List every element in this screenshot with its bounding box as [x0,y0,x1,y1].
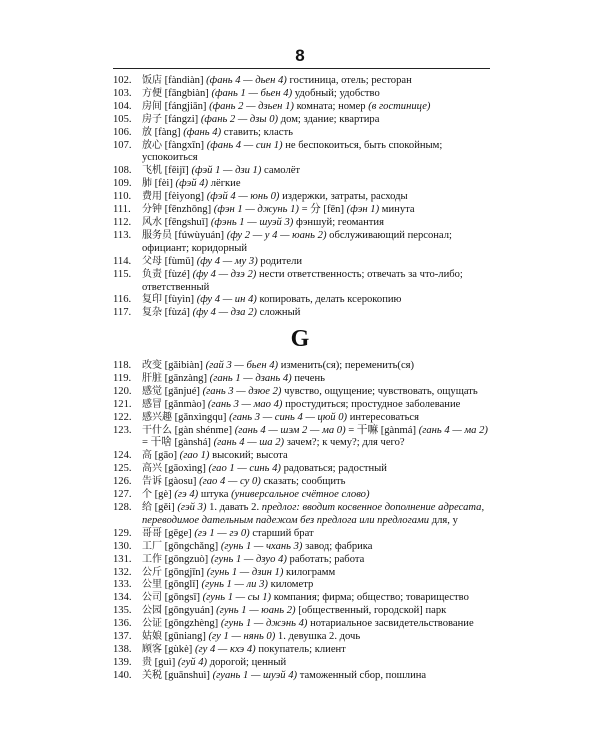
entry-number: 107. [113,139,132,151]
dictionary-entry [113,425,490,451]
entry-translation: компания; фирма; общество; товарищество [273,592,469,604]
dictionary-entry [113,140,490,166]
entry-pinyin: [gōngchǎng] [164,540,219,552]
entry-hanzi: 公园 [142,605,162,617]
entry-translation-2: для, у [431,514,458,526]
entry-translation: копировать, делать ксерокопию [259,294,402,306]
entry-pinyin: [gōngzhèng] [164,618,219,630]
entry-translation: радоваться; радостный [283,463,387,475]
entry-hanzi: 改变 [142,360,162,371]
entry-pinyin: [gè] [154,489,172,501]
entry-number: 105. [113,113,132,125]
entry-translation: лёгкие [210,178,241,190]
entry-number: 121. [113,398,132,410]
entry-translation: = 干嘛 [gànmá] [348,424,417,436]
entry-pronunciation: (гунь 1 — дзуо 4) [210,553,287,565]
entry-number: 106. [113,126,132,138]
entry-translation: дорогой; ценный [209,656,287,668]
entry-translation: [общественный, городской] парк [298,605,447,617]
entry-translation: = 分 [fēn] [301,204,345,216]
entry-pinyin: [gāo] [154,450,178,462]
dictionary-entry [113,502,490,528]
entry-number: 120. [113,385,132,397]
entry-pinyin: [gōngjīn] [164,566,205,578]
entry-pronunciation: (гунь 1 — чхань 3) [220,540,303,552]
entry-hanzi: 高兴 [142,463,162,475]
entry-pronunciation: (фу 4 — ин 4) [196,294,257,306]
entry-translation: интересоваться [349,411,419,423]
entry-hanzi: 高 [142,450,152,462]
entry-hanzi: 公里 [142,579,162,591]
dictionary-entry [113,567,490,580]
entry-pinyin: [gàosu] [164,476,197,488]
entry-hanzi: 分钟 [142,204,162,216]
entry-hanzi: 肝脏 [142,372,162,384]
entry-pronunciation: (фэнь 1 — шуэй 3) [210,216,294,228]
entry-translation: покупатель; клиент [258,643,346,655]
entry-pinyin: [fùyìn] [164,294,195,306]
entry-hanzi: 负责 [142,268,162,280]
entry-pinyin: [fàndiàn] [164,75,204,86]
entry-pronunciation: (фань 2 — дзьен 1) [209,100,294,112]
entry-pinyin: [gōnglǐ] [164,579,199,591]
entry-pronunciation: (гунь 1 — дзин 1) [206,566,284,578]
entry-number: 128. [113,501,132,513]
dictionary-entry [113,476,490,489]
entry-translation: сказать; сообщить [263,476,346,488]
entry-number: 111. [113,204,131,216]
entry-hanzi: 公证 [142,618,162,630]
entry-pronunciation: (фу 4 — му 3) [196,255,258,267]
dictionary-entry [113,269,490,295]
dictionary-entry [113,399,490,412]
entry-translation: ставить; класть [223,126,293,138]
entry-pronunciation: (гао 1 — синь 4) [208,463,281,475]
entry-pronunciation: (фэй 1 — дзи 1) [191,165,262,177]
entry-number: 123. [113,424,132,436]
entry-number: 114. [113,255,132,267]
dictionary-entry [113,178,490,191]
entry-pronunciation: (гэ 1 — гэ 0) [194,527,250,539]
entry-number: 134. [113,592,132,604]
dictionary-entry [113,631,490,644]
entry-pronunciation: (гао 1) [179,450,210,462]
entry-pronunciation-2: (фэн 1) [346,204,380,216]
entry-translation-2: = 干啥 [gànshá] [142,437,211,449]
entry-translation: высокий; высота [212,450,288,462]
entry-hanzi: 复印 [142,294,162,306]
entry-pinyin: [guānshuì] [164,669,210,681]
entry-pinyin: [fāngbiàn] [164,87,209,99]
entry-pinyin: [fēngshuǐ] [164,216,209,228]
dictionary-entry [113,75,490,88]
dictionary-entry [113,256,490,269]
entry-pronunciation: (фань 2 — дзы 0) [200,113,279,125]
dictionary-entry [113,618,490,631]
dictionary-entry [113,373,490,386]
entry-pinyin: [fèiyong] [164,191,205,203]
entry-translation: 1. давать 2. [209,501,260,513]
entry-pinyin: [gānzàng] [164,372,208,384]
entry-pronunciation: (гэй 3) [177,501,207,513]
entry-number: 124. [113,450,132,462]
entry-pronunciation: (гу 1 — нянь 0) [208,631,276,643]
entry-pronunciation: (гунь 1 — ли 3) [201,579,268,591]
header-rule [113,68,490,69]
entry-number: 116. [113,294,132,306]
entry-number: 136. [113,618,132,630]
entry-pronunciation: (фань 4 — син 1) [206,139,283,151]
entry-pinyin: [fàngxīn] [164,139,205,151]
entry-pronunciation: (гань 3 — дзюе 2) [202,385,282,397]
entry-number: 110. [113,191,132,203]
entry-translation: удобный; удобство [294,87,380,99]
entry-hanzi: 复杂 [142,307,162,319]
dictionary-entry [113,114,490,127]
entry-hanzi: 顾客 [142,643,162,655]
dictionary-entry [113,217,490,230]
dictionary-entry [113,463,490,476]
entry-number: 129. [113,527,132,539]
entry-pinyin: [gǎnxìngqu] [174,411,227,423]
entry-pronunciation: (гунь 1 — юань 2) [216,605,296,617]
entry-translation: километр [270,579,314,591]
entries-list-f [113,75,490,320]
dictionary-entry [113,528,490,541]
entry-pronunciation: (фань 4) [183,126,222,138]
entry-hanzi: 公斤 [142,566,162,578]
entry-pronunciation: (гао 4 — су 0) [199,476,261,488]
dictionary-entry [113,670,490,683]
entry-hanzi: 个 [142,489,152,501]
entry-number: 126. [113,476,132,488]
entry-pinyin: [gōngyuán] [164,605,214,617]
entry-pronunciation: (гунь 1 — джэнь 4) [220,618,308,630]
dictionary-entry [113,541,490,554]
entry-pronunciation: (гань 1 — дзань 4) [209,372,292,384]
entry-translation: простудиться; простудное заболевание [285,398,461,410]
entry-note: (в гостинице) [368,100,431,112]
section-letter: G [290,326,310,352]
entry-pinyin: [fàng] [154,126,181,138]
entry-pinyin: [fēijī] [164,165,189,177]
entry-translation: не беспокоиться, быть спокойным; успокоиться [142,139,443,164]
entry-pinyin: [gēge] [164,527,192,539]
entry-hanzi: 房间 [142,100,162,112]
entry-hanzi: 姑娘 [142,631,162,643]
entry-pinyin: [gěi] [154,501,175,513]
entry-translation-3: зачем?; к чему?; для чего? [286,437,405,449]
entry-hanzi: 飞机 [142,165,162,177]
dictionary-entry [113,644,490,657]
entry-number: 104. [113,100,132,112]
dictionary-entry [113,489,490,502]
entry-hanzi: 感觉 [142,385,162,397]
entry-pinyin: [gāoxìng] [164,463,206,475]
entry-pronunciation: (гэ 4) [174,489,199,501]
entry-pronunciation: (фань 1 — бьен 4) [211,87,293,99]
entry-hanzi: 方便 [142,87,162,99]
dictionary-entry [113,657,490,670]
entry-number: 139. [113,656,132,668]
entry-hanzi: 放心 [142,139,162,151]
entry-hanzi: 服务员 [142,229,172,241]
entry-number: 113. [113,229,132,241]
entry-pinyin: [fángjiān] [164,100,207,112]
dictionary-entry [113,204,490,217]
dictionary-entry [113,386,490,399]
entry-pronunciation-2: (гань 4 — ма 2) [418,424,488,436]
entry-translation: печень [294,372,326,384]
entry-translation: издержки, затраты, расходы [282,191,408,203]
entry-pronunciation: (фу 4 — дза 2) [192,307,257,319]
entry-number: 131. [113,553,132,565]
dictionary-entry [113,127,490,140]
entry-pinyin: [guì] [154,656,176,668]
dictionary-entry [113,101,490,114]
entry-pronunciation: (гань 3 — синь 4 — цюй 0) [229,411,348,423]
dictionary-entry [113,165,490,178]
entry-translation: фэншуй; геомантия [295,216,384,228]
entry-translation-2: минута [381,204,415,216]
entry-translation: сложный [259,307,301,319]
entry-hanzi: 放 [142,126,152,138]
entry-hanzi: 干什么 [142,424,172,436]
entry-translation: дом; здание; квартира [280,113,380,125]
entry-pronunciation: (фу 4 — дзэ 2) [192,268,257,280]
entry-translation: родители [260,255,303,267]
entry-translation: завод; фабрика [305,540,373,552]
dictionary-entry [113,579,490,592]
entry-hanzi: 工厂 [142,540,162,552]
entry-translation: самолёт [264,165,301,177]
entry-pronunciation: (фэй 4 — юнь 0) [206,191,280,203]
entry-number: 119. [113,372,132,384]
entry-pinyin: [gǎnmào] [164,398,206,410]
entry-pinyin: [gǎibiàn] [164,360,203,371]
entry-pronunciation: (фу 2 — у 4 — юань 2) [226,229,327,241]
entry-pinyin: [gōngzuò] [164,553,209,565]
entry-translation: нести ответственность; отвечать за что-либо; ответственный [142,268,463,293]
dictionary-entry [113,230,490,256]
entry-hanzi: 公司 [142,592,162,604]
entry-pinyin: [fùzá] [164,307,190,319]
entry-pinyin: [fángzi] [164,113,199,125]
entry-translation: таможенный сбор, пошлина [299,669,427,681]
entry-translation: гостиница, отель; ресторан [289,75,412,86]
entry-number: 132. [113,566,132,578]
entry-note: (универсальное счётное слово) [231,489,370,501]
entry-translation: изменить(ся); переменить(ся) [280,360,415,371]
entry-hanzi: 费用 [142,191,162,203]
entry-translation: старший брат [252,527,314,539]
entry-translation: чувство, ощущение; чувствовать, ощущать [284,385,478,397]
entry-hanzi: 给 [142,501,152,513]
entry-pronunciation: (гань 4 — шэм 2 — ма 0) [234,424,346,436]
entry-number: 125. [113,463,132,475]
entry-hanzi: 工作 [142,553,162,565]
entry-number: 127. [113,489,132,501]
entry-pronunciation: (гань 3 — мао 4) [207,398,283,410]
dictionary-entry [113,412,490,425]
entry-hanzi: 房子 [142,113,162,125]
entry-hanzi: 肺 [142,178,152,190]
entry-number: 130. [113,540,132,552]
entry-number: 137. [113,631,132,643]
entry-number: 102. [113,75,132,86]
entry-pronunciation: (фэн 1 — джунь 1) [213,204,299,216]
entry-pronunciation: (гуй 4) [177,656,208,668]
entry-number: 122. [113,411,132,423]
dictionary-entry [113,605,490,618]
dictionary-entry [113,294,490,307]
entry-pinyin: [gūniang] [164,631,206,643]
entry-pinyin: [gàn shénme] [174,424,233,436]
entry-hanzi: 贵 [142,656,152,668]
entry-pronunciation: (фань 4 — дьен 4) [206,75,287,86]
entry-number: 140. [113,669,132,681]
entry-translation: нотариальное засвидетельствование [310,618,474,630]
entry-pinyin: [gǎnjué] [164,385,200,397]
entry-pronunciation-3: (гань 4 — ша 2) [213,437,285,449]
dictionary-entry [113,191,490,204]
entry-note: предлог: вводит косвенное дополнение адресата, переводимое дательным падежом без предлога или предлогами [142,501,485,526]
entry-translation: килограмм [286,566,336,578]
entry-translation: обслуживающий персонал; официант; коридорный [142,229,452,254]
entry-hanzi: 哥哥 [142,527,162,539]
entry-translation: штука [200,489,229,501]
entry-number: 133. [113,579,132,591]
entry-pronunciation: (гуань 1 — шуэй 4) [212,669,298,681]
entry-pinyin: [fèi] [154,178,173,190]
entry-pronunciation: (гу 4 — кхэ 4) [194,643,256,655]
entry-hanzi: 关税 [142,669,162,681]
entry-hanzi: 感兴趣 [142,411,172,423]
entry-number: 109. [113,178,132,190]
entry-number: 117. [113,307,132,319]
entry-number: 115. [113,268,132,280]
entry-hanzi: 父母 [142,255,162,267]
entry-translation: комната; номер [296,100,366,112]
entry-pinyin: [fēnzhōng] [164,204,212,216]
dictionary-entry [113,307,490,320]
entry-hanzi: 风水 [142,216,162,228]
entry-pinyin: [fùmǔ] [164,255,195,267]
entry-translation: работать; работа [289,553,365,565]
entry-number: 138. [113,643,132,655]
dictionary-entry [113,554,490,567]
dictionary-entry [113,360,490,373]
entry-pinyin: [gōngsī] [164,592,200,604]
entry-pinyin: [fúwùyuán] [174,229,225,241]
entry-number: 112. [113,216,132,228]
dictionary-entry [113,450,490,463]
entry-number: 108. [113,165,132,177]
entry-pronunciation: (фэй 4) [175,178,209,190]
entry-hanzi: 告诉 [142,476,162,488]
entries-list-g [113,360,490,683]
entry-number: 103. [113,87,132,99]
entry-translation: 1. девушка 2. дочь [277,631,361,643]
entry-pinyin: [gùkè] [164,643,193,655]
entry-number: 118. [113,360,132,371]
entry-number: 135. [113,605,132,617]
entry-pinyin: [fùzé] [164,268,190,280]
entry-pronunciation: (гай 3 — бьен 4) [205,360,279,371]
entry-hanzi: 感冒 [142,398,162,410]
page-number: 8 [295,46,305,65]
dictionary-entry [113,88,490,101]
entry-pronunciation: (гунь 1 — сы 1) [202,592,272,604]
entry-hanzi: 饭店 [142,75,162,86]
dictionary-entry [113,592,490,605]
